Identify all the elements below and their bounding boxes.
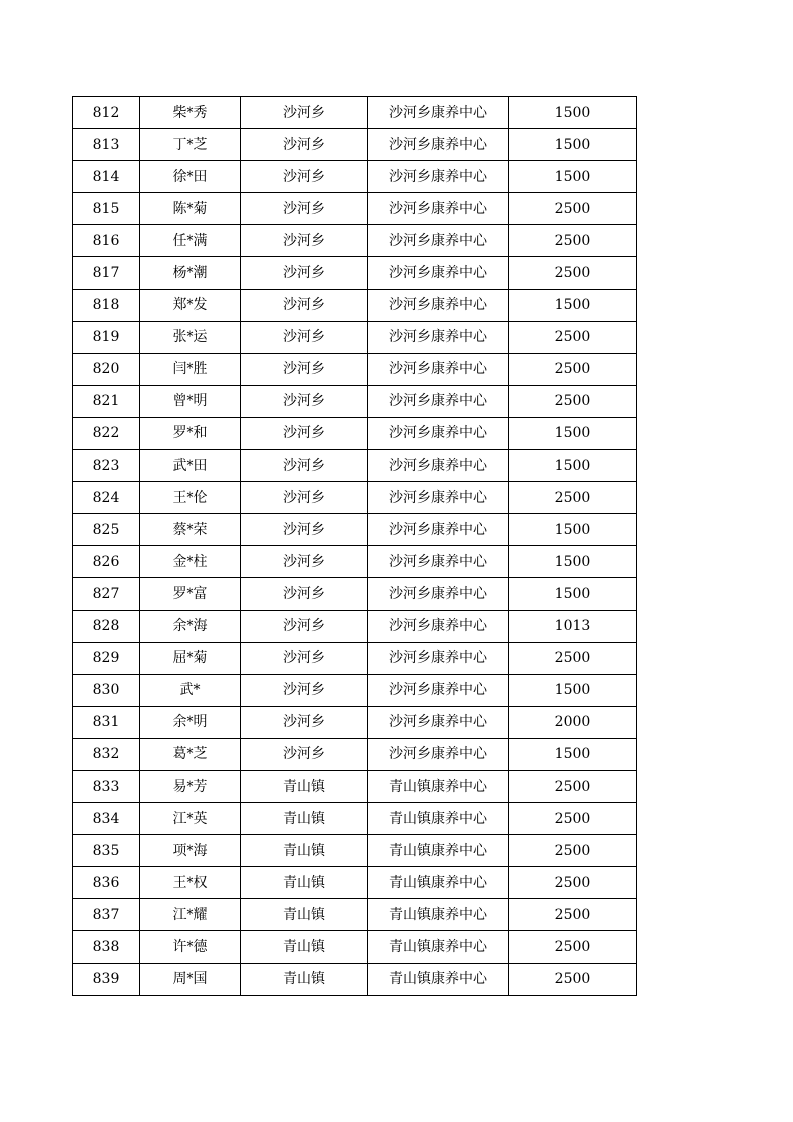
care-center-cell: 沙河乡康养中心 [368,642,509,674]
person-name-cell: 柴*秀 [140,97,241,129]
township-cell: 青山镇 [241,931,368,963]
table-row [73,129,637,161]
table-row [73,514,637,546]
person-name-cell: 江*英 [140,803,241,835]
amount-cell: 2500 [509,642,637,674]
township-cell: 沙河乡 [241,706,368,738]
table-row [73,450,637,482]
amount-cell: 1500 [509,450,637,482]
row-number-cell: 825 [73,514,140,546]
row-number-cell: 824 [73,482,140,514]
township-cell: 沙河乡 [241,514,368,546]
township-cell: 沙河乡 [241,642,368,674]
township-cell: 沙河乡 [241,97,368,129]
person-name-cell: 闫*胜 [140,353,241,385]
care-center-cell: 沙河乡康养中心 [368,385,509,417]
township-cell: 沙河乡 [241,738,368,770]
table-row [73,963,637,995]
care-center-cell: 沙河乡康养中心 [368,97,509,129]
person-name-cell: 武* [140,674,241,706]
person-name-cell: 王*权 [140,867,241,899]
amount-cell: 1500 [509,97,637,129]
care-center-cell: 青山镇康养中心 [368,770,509,802]
township-cell: 沙河乡 [241,353,368,385]
table-row [73,899,637,931]
table-row [73,289,637,321]
amount-cell: 2500 [509,899,637,931]
township-cell: 沙河乡 [241,385,368,417]
table-row [73,835,637,867]
table-row [73,674,637,706]
person-name-cell: 屈*菊 [140,642,241,674]
township-cell: 沙河乡 [241,546,368,578]
care-center-cell: 沙河乡康养中心 [368,514,509,546]
amount-cell: 2000 [509,706,637,738]
row-number-cell: 832 [73,738,140,770]
care-center-cell: 沙河乡康养中心 [368,578,509,610]
care-center-cell: 沙河乡康养中心 [368,546,509,578]
amount-cell: 1500 [509,578,637,610]
amount-cell: 2500 [509,482,637,514]
person-name-cell: 郑*发 [140,289,241,321]
amount-cell: 1013 [509,610,637,642]
care-center-cell: 沙河乡康养中心 [368,289,509,321]
care-center-cell: 青山镇康养中心 [368,867,509,899]
amount-cell: 2500 [509,835,637,867]
care-center-cell: 青山镇康养中心 [368,899,509,931]
table-row [73,161,637,193]
table-row [73,353,637,385]
care-center-cell: 沙河乡康养中心 [368,610,509,642]
row-number-cell: 830 [73,674,140,706]
care-center-cell: 沙河乡康养中心 [368,450,509,482]
table-row [73,417,637,449]
row-number-cell: 828 [73,610,140,642]
row-number-cell: 815 [73,193,140,225]
person-name-cell: 葛*芝 [140,738,241,770]
row-number-cell: 822 [73,417,140,449]
row-number-cell: 814 [73,161,140,193]
amount-cell: 2500 [509,931,637,963]
person-name-cell: 余*海 [140,610,241,642]
table-row [73,546,637,578]
township-cell: 沙河乡 [241,674,368,706]
care-center-cell: 沙河乡康养中心 [368,482,509,514]
township-cell: 青山镇 [241,803,368,835]
amount-cell: 1500 [509,546,637,578]
township-cell: 沙河乡 [241,257,368,289]
row-number-cell: 812 [73,97,140,129]
township-cell: 沙河乡 [241,289,368,321]
care-center-cell: 青山镇康养中心 [368,963,509,995]
person-name-cell: 金*柱 [140,546,241,578]
care-center-cell: 沙河乡康养中心 [368,257,509,289]
person-name-cell: 许*德 [140,931,241,963]
table-row [73,803,637,835]
care-center-cell: 沙河乡康养中心 [368,353,509,385]
township-cell: 沙河乡 [241,193,368,225]
table-row [73,578,637,610]
township-cell: 青山镇 [241,770,368,802]
table-row [73,867,637,899]
person-name-cell: 徐*田 [140,161,241,193]
care-center-cell: 沙河乡康养中心 [368,738,509,770]
row-number-cell: 831 [73,706,140,738]
row-number-cell: 839 [73,963,140,995]
person-name-cell: 武*田 [140,450,241,482]
person-name-cell: 王*伦 [140,482,241,514]
care-center-cell: 青山镇康养中心 [368,931,509,963]
table-row [73,385,637,417]
table-row [73,770,637,802]
care-center-cell: 青山镇康养中心 [368,835,509,867]
amount-cell: 2500 [509,867,637,899]
township-cell: 沙河乡 [241,161,368,193]
person-name-cell: 项*海 [140,835,241,867]
amount-cell: 1500 [509,417,637,449]
table-row [73,738,637,770]
township-cell: 青山镇 [241,867,368,899]
table-row [73,642,637,674]
person-name-cell: 余*明 [140,706,241,738]
table-row [73,97,637,129]
row-number-cell: 834 [73,803,140,835]
person-name-cell: 易*芳 [140,770,241,802]
person-name-cell: 周*国 [140,963,241,995]
row-number-cell: 838 [73,931,140,963]
amount-cell: 2500 [509,321,637,353]
person-name-cell: 任*满 [140,225,241,257]
amount-cell: 1500 [509,289,637,321]
amount-cell: 2500 [509,770,637,802]
township-cell: 沙河乡 [241,129,368,161]
row-number-cell: 820 [73,353,140,385]
township-cell: 沙河乡 [241,450,368,482]
amount-cell: 2500 [509,193,637,225]
amount-cell: 1500 [509,161,637,193]
township-cell: 青山镇 [241,835,368,867]
table-row [73,225,637,257]
row-number-cell: 821 [73,385,140,417]
person-name-cell: 杨*潮 [140,257,241,289]
row-number-cell: 833 [73,770,140,802]
row-number-cell: 819 [73,321,140,353]
township-cell: 青山镇 [241,963,368,995]
table-body [73,97,637,996]
person-name-cell: 张*运 [140,321,241,353]
person-name-cell: 曾*明 [140,385,241,417]
row-number-cell: 818 [73,289,140,321]
township-cell: 沙河乡 [241,321,368,353]
care-center-cell: 沙河乡康养中心 [368,417,509,449]
row-number-cell: 829 [73,642,140,674]
amount-cell: 2500 [509,385,637,417]
row-number-cell: 816 [73,225,140,257]
person-name-cell: 丁*芝 [140,129,241,161]
care-center-cell: 青山镇康养中心 [368,803,509,835]
care-center-cell: 沙河乡康养中心 [368,129,509,161]
row-number-cell: 836 [73,867,140,899]
township-cell: 沙河乡 [241,417,368,449]
table-row [73,482,637,514]
care-center-cell: 沙河乡康养中心 [368,161,509,193]
row-number-cell: 835 [73,835,140,867]
row-number-cell: 837 [73,899,140,931]
township-cell: 沙河乡 [241,610,368,642]
care-center-cell: 沙河乡康养中心 [368,225,509,257]
row-number-cell: 817 [73,257,140,289]
subsidy-table [72,96,637,996]
amount-cell: 1500 [509,514,637,546]
table-row [73,257,637,289]
township-cell: 青山镇 [241,899,368,931]
table-row [73,706,637,738]
amount-cell: 2500 [509,803,637,835]
amount-cell: 2500 [509,353,637,385]
township-cell: 沙河乡 [241,225,368,257]
amount-cell: 2500 [509,963,637,995]
row-number-cell: 823 [73,450,140,482]
table-row [73,931,637,963]
amount-cell: 1500 [509,674,637,706]
person-name-cell: 蔡*荣 [140,514,241,546]
table-row [73,193,637,225]
table-row [73,321,637,353]
person-name-cell: 江*耀 [140,899,241,931]
care-center-cell: 沙河乡康养中心 [368,674,509,706]
amount-cell: 2500 [509,257,637,289]
person-name-cell: 陈*菊 [140,193,241,225]
care-center-cell: 沙河乡康养中心 [368,321,509,353]
person-name-cell: 罗*富 [140,578,241,610]
person-name-cell: 罗*和 [140,417,241,449]
row-number-cell: 813 [73,129,140,161]
amount-cell: 1500 [509,129,637,161]
table-row [73,610,637,642]
row-number-cell: 826 [73,546,140,578]
amount-cell: 1500 [509,738,637,770]
care-center-cell: 沙河乡康养中心 [368,706,509,738]
row-number-cell: 827 [73,578,140,610]
township-cell: 沙河乡 [241,482,368,514]
township-cell: 沙河乡 [241,578,368,610]
care-center-cell: 沙河乡康养中心 [368,193,509,225]
amount-cell: 2500 [509,225,637,257]
